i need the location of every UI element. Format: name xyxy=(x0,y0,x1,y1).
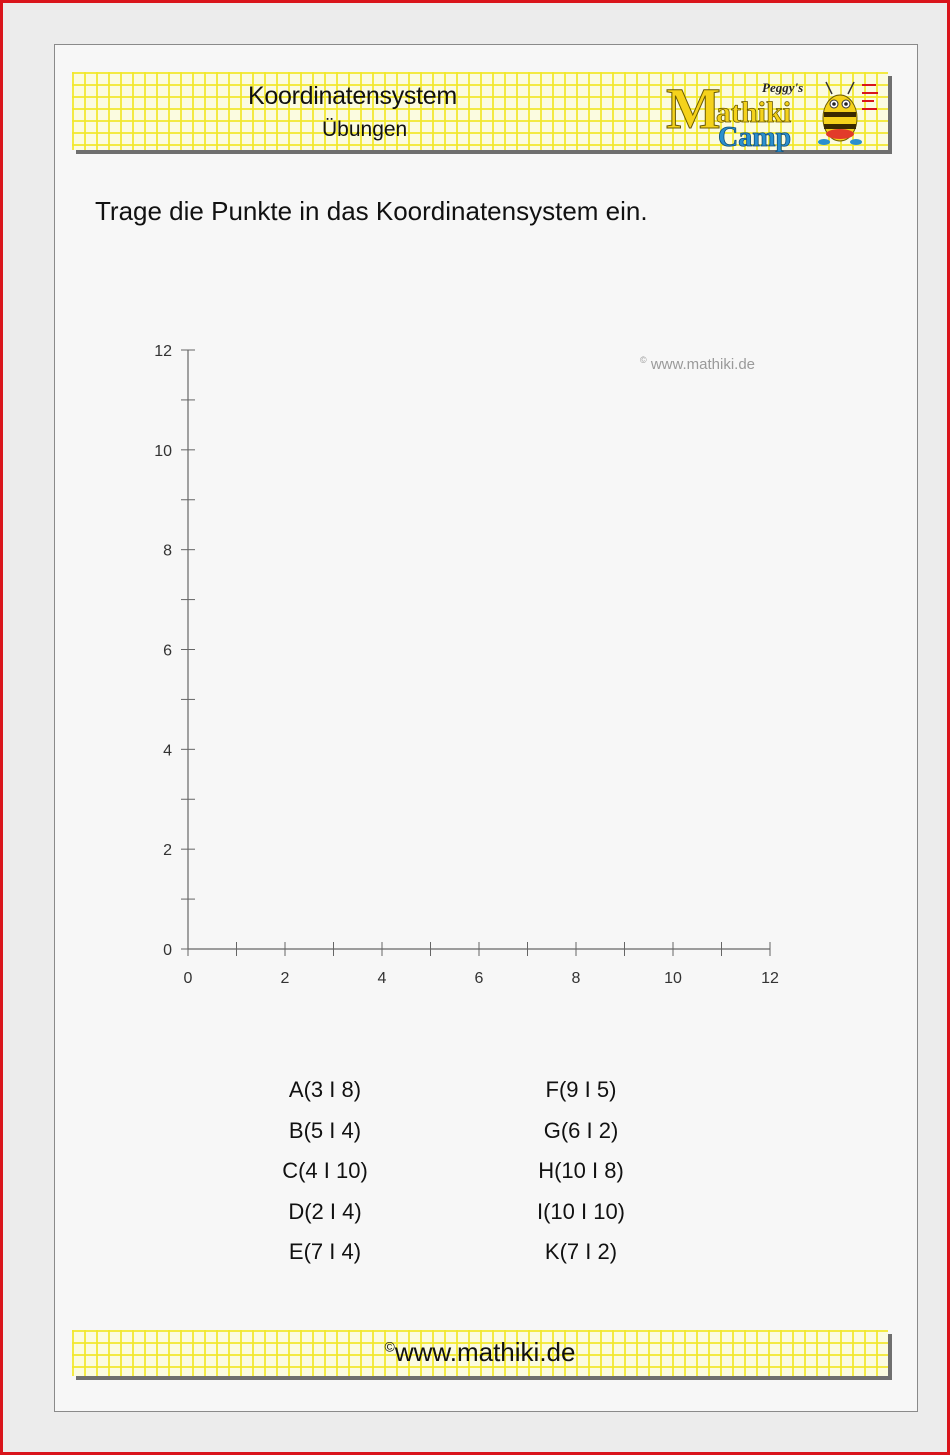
logo-word-camp: Camp xyxy=(718,122,792,152)
logo-big-m: M xyxy=(666,76,721,141)
point-coordinate-label: I(10 I 10) xyxy=(536,1198,626,1224)
x-tick-label: 12 xyxy=(761,970,779,987)
point-coordinate-label: A(3 I 8) xyxy=(288,1077,362,1102)
y-tick-label: 4 xyxy=(163,742,172,760)
point-coordinate-label: F(9 I 5) xyxy=(545,1077,617,1102)
y-tick-label: 6 xyxy=(163,642,172,660)
y-tick-label: 0 xyxy=(163,942,172,959)
logo-peggys: Peggy's xyxy=(762,80,804,95)
worksheet-title: Koordinatensystem xyxy=(248,82,457,110)
x-tick-label: 2 xyxy=(280,970,290,987)
y-tick-label: 2 xyxy=(163,842,172,860)
point-coordinate-label: D(2 I 4) xyxy=(288,1198,362,1224)
watermark-copyright-symbol: © xyxy=(640,355,647,365)
point-coordinate-label: G(6 I 2) xyxy=(543,1117,619,1143)
footer-url: www.mathiki.de xyxy=(394,1337,576,1367)
instruction-text: Trage die Punkte in das Koordinatensystem ein. xyxy=(95,196,648,226)
watermark-text: www.mathiki.de xyxy=(650,356,756,373)
footer-copyright-symbol: © xyxy=(384,1338,395,1355)
point-coordinate-label: C(4 I 10) xyxy=(282,1158,368,1183)
point-coordinate-label: E(7 I 4) xyxy=(288,1239,362,1264)
x-tick-label: 4 xyxy=(377,970,387,987)
point-coordinate-label: B(5 I 4) xyxy=(288,1117,362,1143)
x-tick-label: 6 xyxy=(474,970,484,987)
logo-word-athiki: athiki xyxy=(716,96,792,129)
y-tick-label: 8 xyxy=(163,542,172,560)
worksheet-subtitle: Übungen xyxy=(322,118,408,141)
point-coordinate-label: H(10 I 8) xyxy=(538,1158,624,1183)
point-coordinate-label: K(7 I 2) xyxy=(544,1239,618,1264)
y-tick-label: 12 xyxy=(154,343,172,360)
x-tick-label: 8 xyxy=(571,970,581,987)
x-tick-label: 0 xyxy=(183,970,193,987)
x-tick-label: 10 xyxy=(664,970,682,987)
y-tick-label: 10 xyxy=(154,442,172,460)
footer-copyright xyxy=(0,1337,950,1368)
